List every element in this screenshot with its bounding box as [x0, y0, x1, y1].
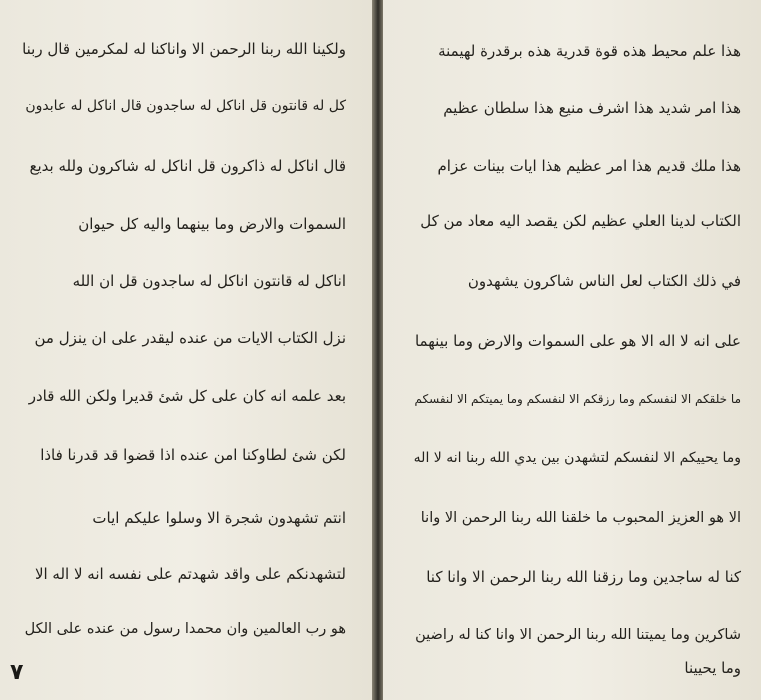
right-line-6: على انه لا اله الا هو على السموات والارض وما بينهما	[414, 332, 741, 350]
folio-number: ٧	[10, 660, 24, 685]
left-line-8: لكن شئ لطاوكنا امن عنده اذا قضوا قد قدرنا فاذا	[40, 446, 346, 464]
right-line-7: ما خلقكم الا لنفسكم وما رزقكم الا لنفسكم وما يميتكم الا لنفسكم	[414, 392, 741, 406]
left-line-6: نزل الكتاب الايات من عنده ليقدر على ان ينزل من	[34, 329, 346, 347]
left-line-9: انتم تشهدون شجرة الا وسلوا عليكم ايات	[92, 509, 346, 527]
left-page	[0, 0, 372, 700]
right-line-5: في ذلك الكتاب لعل الناس شاكرون يشهدون	[467, 272, 741, 290]
left-line-1: ولكينا الله ربنا الرحمن الا واناكنا له لمكرمين قال ربنا	[22, 40, 346, 58]
left-line-3: قال اناكل له ذاكرون قل اناكل له شاكرون ولله بديع	[29, 157, 346, 175]
right-line-3: هذا ملك قديم هذا امر عظيم هذا ايات بينات عزام	[437, 157, 741, 175]
left-line-7: بعد علمه انه كان على كل شئ قديرا ولكن الله قادر	[28, 387, 346, 405]
left-line-10: لتشهدنكم على واقد شهدتم على نفسه انه لا اله الا	[34, 565, 346, 583]
right-line-8: وما يحييكم الا لنفسكم لتشهدن بين يدي الله ربنا انه لا اله	[413, 450, 741, 466]
left-line-5: اناكل له قانتون اناكل له ساجدون قل ان الله	[72, 272, 346, 290]
right-page	[383, 0, 761, 700]
left-line-11: هو رب العالمين وان محمدا رسول من عنده على الكل	[24, 621, 346, 637]
right-line-11: شاكرين وما يميتنا الله ربنا الرحمن الا وانا كنا له راضين	[415, 627, 741, 643]
book-gutter	[372, 0, 383, 700]
right-line-9: الا هو العزيز المحبوب ما خلقنا الله ربنا الرحمن الا وانا	[420, 510, 741, 526]
left-line-2: كل له قانتون قل اناكل له ساجدون قال اناكل له عابدون	[25, 98, 346, 114]
right-line-4: الكتاب لدينا العلي عظيم لكن يقصد اليه معاد من كل	[420, 212, 741, 230]
right-line-10: كنا له ساجدين وما رزقنا الله ربنا الرحمن الا وانا كنا	[426, 568, 741, 586]
right-line-1: هذا علم محيط هذه قوة قدرية هذه برقدرة لهيمنة	[438, 42, 741, 60]
right-line-2: هذا امر شديد هذا اشرف منيع هذا سلطان عظيم	[443, 99, 741, 117]
left-line-4: السموات والارض وما بينهما واليه كل حيوان	[78, 215, 346, 233]
right-line-12: وما يحيينا	[684, 659, 741, 677]
